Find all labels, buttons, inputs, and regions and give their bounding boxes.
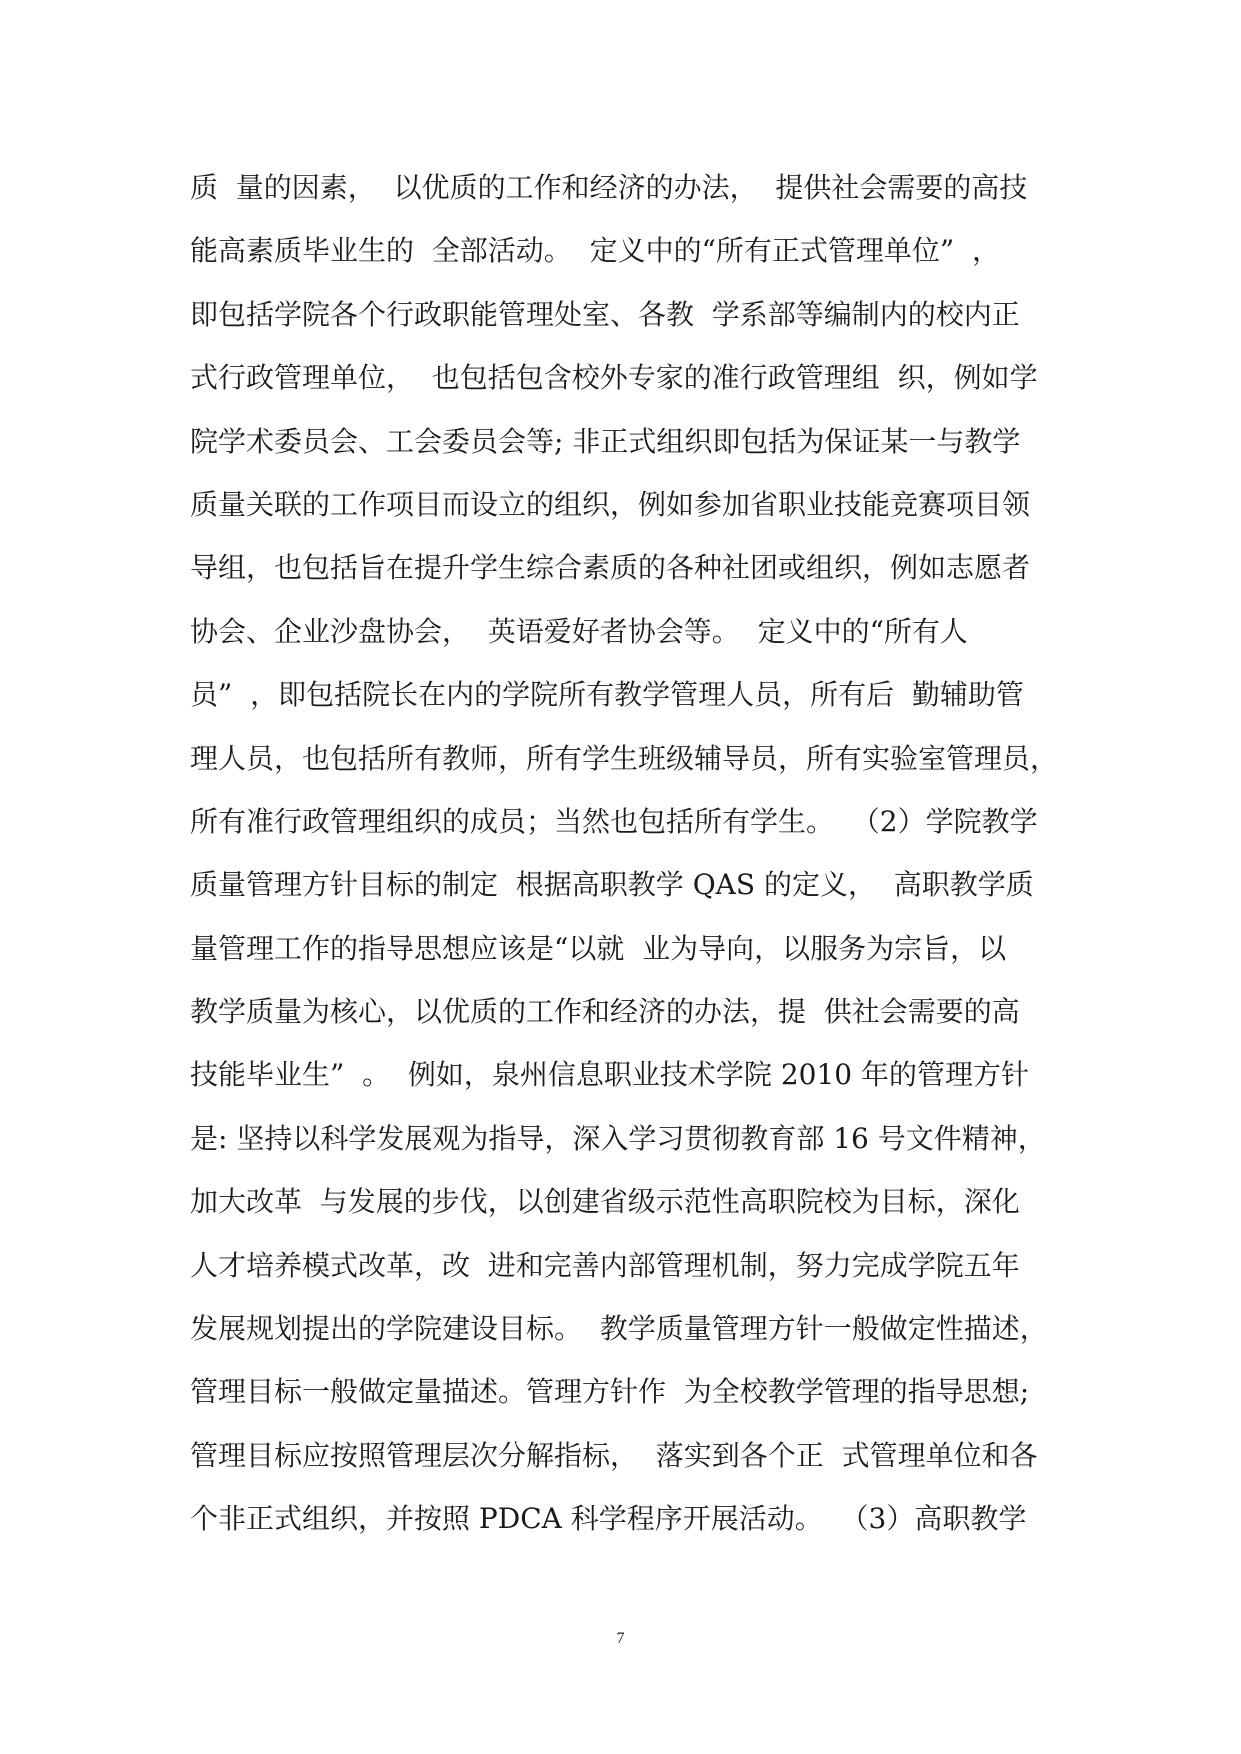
text-line: 所有准行政管理组织的成员；当然也包括所有学生。 （2）学院教学: [190, 804, 1038, 838]
text-line: 人才培养模式改革，改 进和完善内部管理机制，努力完成学院五年: [190, 1248, 1020, 1282]
text-line: 理人员，也包括所有教师，所有学生班级辅导员，所有实验室管理员，: [190, 741, 1059, 775]
text-line: 发展规划提出的学院建设目标。 教学质量管理方针一般做定性描述，: [190, 1312, 1048, 1346]
text-line: 技能毕业生” 。 例如，泉州信息职业技术学院 2010 年的管理方针: [190, 1058, 1029, 1092]
text-line: 管理目标应按照管理层次分解指标， 落实到各个正 式管理单位和各: [190, 1438, 1038, 1472]
body-text: [190, 156, 1070, 1551]
text-line: 院学术委员会、工会委员会等; 非正式组织即包括为保证某一与教学: [190, 424, 1021, 458]
text-line: 质量关联的工作项目而设立的组织，例如参加省职业技能竞赛项目领: [190, 487, 1031, 521]
text-line: 个非正式组织，并按照 PDCA 科学程序开展活动。 （3）高职教学: [190, 1502, 1027, 1536]
text-line: 质 量的因素， 以优质的工作和经济的办法， 提供社会需要的高技: [190, 171, 1028, 204]
text-line: 能高素质毕业生的 全部活动。 定义中的“所有正式管理单位” ，: [190, 234, 1001, 268]
text-line: 协会、企业沙盘协会， 英语爱好者协会等。 定义中的“所有人: [190, 614, 968, 648]
text-line: 质量管理方针目标的制定 根据高职教学 QAS 的定义， 高职教学质: [190, 868, 1034, 902]
text-line: 加大改革 与发展的步伐，以创建省级示范性高职院校为目标，深化: [190, 1185, 1020, 1219]
text-line: 教学质量为核心，以优质的工作和经济的办法，提 供社会需要的高: [190, 995, 1020, 1029]
text-line: 员” ，即包括院长在内的学院所有教学管理人员，所有后 勤辅助管: [190, 678, 1024, 712]
page-number: 7: [616, 1630, 625, 1647]
text-line: 管理目标一般做定量描述。管理方针作 为全校教学管理的指导思想;: [190, 1375, 1030, 1409]
text-line: 导组，也包括旨在提升学生综合素质的各种社团或组织，例如志愿者: [190, 551, 1031, 585]
text-line: 量管理工作的指导思想应该是“以就 业为导向，以服务为宗旨，以: [190, 931, 1007, 965]
text-line: 是: 坚持以科学发展观为指导，深入学习贯彻教育部 16 号文件精神，: [190, 1121, 1046, 1155]
text-line: 式行政管理单位， 也包括包含校外专家的准行政管理组 织，例如学: [190, 361, 1038, 395]
text-line: 即包括学院各个行政职能管理处室、各教 学系部等编制内的校内正: [190, 297, 1020, 331]
